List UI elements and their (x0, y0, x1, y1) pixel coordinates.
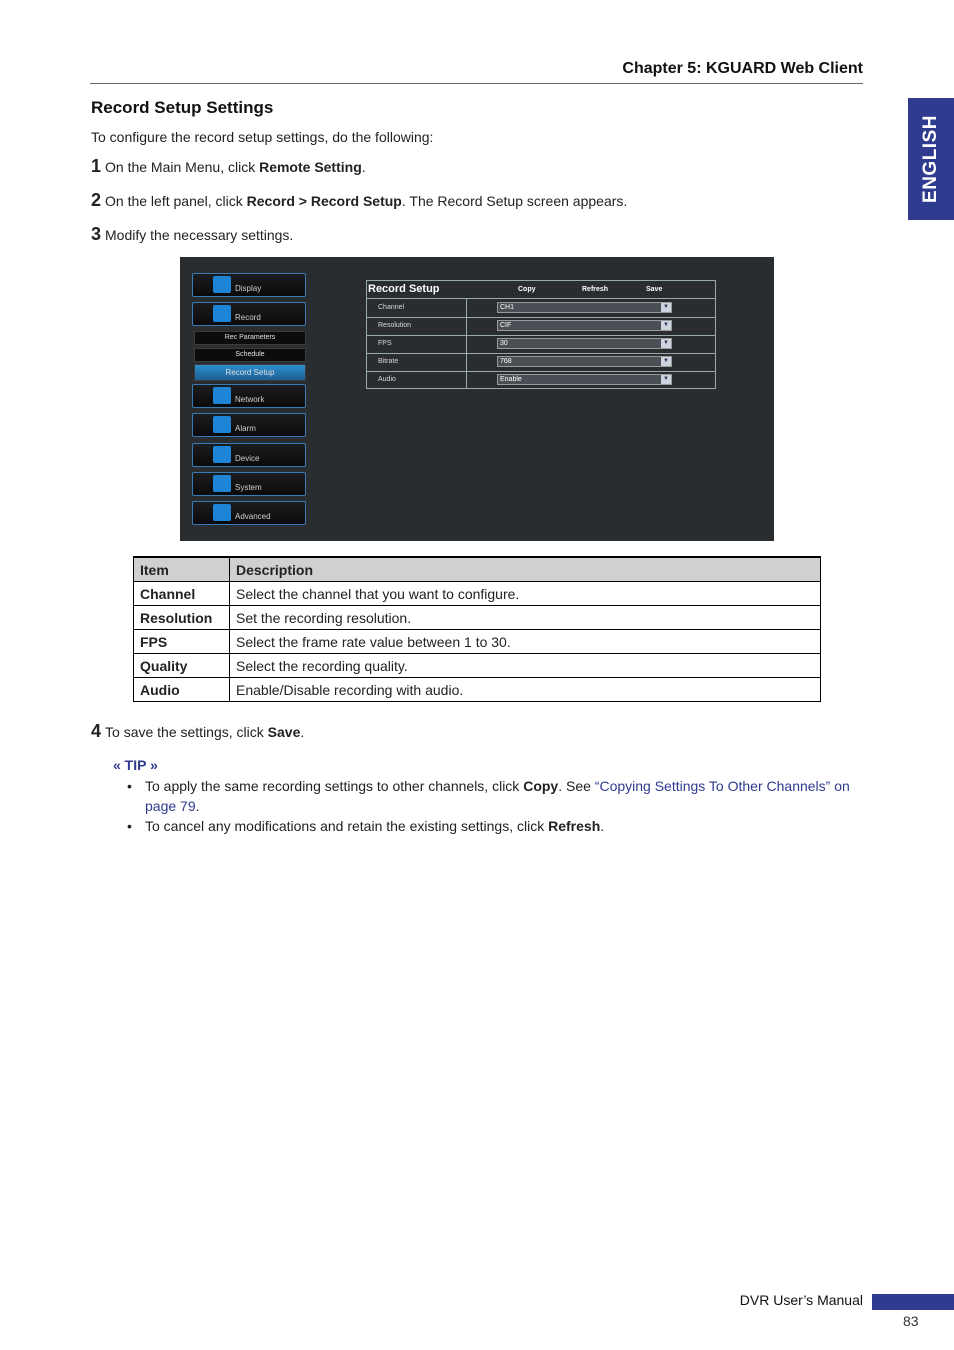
menu-label: Advanced (235, 512, 271, 521)
tip-text-end: . (600, 818, 605, 834)
table-row (134, 630, 821, 654)
step-text-end: . (361, 159, 366, 175)
tip-text: To cancel any modifications and retain the existing settings, click (145, 818, 549, 834)
step-2 (91, 190, 627, 211)
language-tab-label: ENGLISH (920, 115, 941, 203)
table-cell-item: FPS (134, 630, 230, 654)
bitrate-row (367, 353, 715, 372)
step-text-end: . The Record Setup screen appears. (401, 193, 628, 209)
tip-text: To apply the same recording settings to other channels, click (145, 778, 524, 794)
table-header-row (134, 557, 821, 582)
table-row (134, 582, 821, 606)
settings-table (133, 556, 821, 702)
menu-alarm-button[interactable] (192, 413, 306, 437)
menu-advanced-button[interactable] (192, 501, 306, 525)
field-label: FPS (378, 340, 392, 347)
chevron-down-icon[interactable]: ▼ (661, 303, 671, 312)
step-text: On the left panel, click (105, 193, 247, 209)
table-row (134, 606, 821, 630)
step-bold: Save (267, 724, 301, 740)
chevron-down-icon[interactable]: ▼ (661, 375, 671, 384)
tip-list (127, 776, 857, 836)
footer-accent-bar (872, 1294, 954, 1310)
step-number: 4 (91, 721, 102, 741)
menu-label: Network (235, 395, 265, 404)
column-header-item: Item (134, 557, 230, 582)
select-value: CIF (500, 322, 512, 329)
field-label: Audio (378, 376, 396, 383)
select-value: Enable (500, 376, 522, 383)
field-label: Resolution (378, 322, 412, 329)
step-number: 3 (91, 224, 102, 244)
alarm-icon (213, 416, 231, 433)
channel-select[interactable] (497, 302, 672, 313)
step-bold: Record > Record Setup (246, 193, 402, 209)
footer-manual-title: DVR User’s Manual (739, 1292, 863, 1308)
field-label: Channel (378, 304, 405, 311)
step-number: 2 (91, 190, 102, 210)
menu-label: System (235, 483, 262, 492)
section-title: Record Setup Settings (91, 98, 274, 117)
table-cell-item: Resolution (134, 606, 230, 630)
select-value: CH1 (500, 304, 515, 311)
table-cell-description: Enable/Disable recording with audio. (230, 678, 821, 702)
step-text-end: . (300, 724, 305, 740)
tip-text-mid: . See (558, 778, 595, 794)
device-icon (213, 446, 231, 463)
table-cell-description: Select the frame rate value between 1 to 30. (230, 630, 821, 654)
menu-network-button[interactable] (192, 384, 306, 408)
select-value: 30 (500, 340, 508, 347)
table-row (134, 678, 821, 702)
menu-device-button[interactable] (192, 443, 306, 467)
menu-label: Device (235, 454, 260, 463)
chapter-title: Chapter 5: KGUARD Web Client (622, 60, 863, 77)
tip-bold: Refresh (548, 818, 601, 834)
step-1 (91, 156, 366, 177)
save-button[interactable]: Save (646, 286, 663, 293)
tip-bold: Copy (523, 778, 559, 794)
language-tab (908, 98, 954, 220)
menu-label: Record (235, 313, 261, 322)
chevron-down-icon[interactable]: ▼ (661, 339, 671, 348)
menu-label: Alarm (235, 424, 256, 433)
table-cell-description: Set the recording resolution. (230, 606, 821, 630)
record-icon (213, 305, 231, 322)
submenu-rec-parameters[interactable]: Rec Parameters (194, 331, 306, 345)
select-value: 768 (500, 358, 512, 365)
tip-text-end: . (195, 798, 200, 814)
table-cell-description: Select the recording quality. (230, 654, 821, 678)
gear-icon (213, 475, 231, 492)
submenu-schedule[interactable]: Schedule (194, 348, 306, 362)
step-3 (91, 224, 293, 245)
step-text: On the Main Menu, click (105, 159, 260, 175)
step-text: Modify the necessary settings. (105, 227, 294, 243)
wrench-icon (213, 504, 231, 521)
resolution-row (367, 317, 715, 336)
menu-display-button[interactable] (192, 273, 306, 297)
copy-button[interactable]: Copy (518, 286, 536, 293)
table-cell-item: Audio (134, 678, 230, 702)
menu-label: Display (235, 284, 262, 293)
field-label: Bitrate (378, 358, 399, 365)
network-icon (213, 387, 231, 404)
record-setup-title: Record Setup (368, 283, 440, 295)
fps-select[interactable] (497, 338, 672, 349)
table-row (134, 654, 821, 678)
refresh-button[interactable]: Refresh (582, 286, 609, 293)
record-setup-panel (366, 280, 716, 389)
submenu-record-setup[interactable]: Record Setup (194, 364, 306, 381)
tip-item (127, 816, 857, 836)
header-divider (90, 83, 863, 84)
column-header-description: Description (230, 557, 821, 582)
audio-select[interactable] (497, 374, 672, 385)
channel-row (367, 299, 715, 318)
tip-label: « TIP » (113, 757, 158, 773)
menu-record-button[interactable] (192, 302, 306, 326)
record-setup-header (367, 281, 715, 299)
chevron-down-icon[interactable]: ▼ (661, 321, 671, 330)
bitrate-select[interactable] (497, 356, 672, 367)
monitor-icon (213, 276, 231, 293)
step-text: To save the settings, click (105, 724, 268, 740)
cross-reference-link[interactable]: “Copying Settings To Other Channels” on page 79 (145, 778, 850, 814)
table-cell-item: Channel (134, 582, 230, 606)
table-cell-item: Quality (134, 654, 230, 678)
record-setup-screenshot (180, 257, 774, 541)
step-number: 1 (91, 156, 102, 176)
step-4 (91, 721, 304, 742)
bullet-icon: • (127, 818, 132, 834)
fps-row (367, 335, 715, 354)
step-bold: Remote Setting (259, 159, 362, 175)
tip-item (127, 776, 857, 816)
menu-system-button[interactable] (192, 472, 306, 496)
page-number: 83 (903, 1313, 919, 1329)
bullet-icon: • (127, 778, 132, 794)
resolution-select[interactable] (497, 320, 672, 331)
audio-row (367, 371, 715, 389)
chevron-down-icon[interactable]: ▼ (661, 357, 671, 366)
table-cell-description: Select the channel that you want to configure. (230, 582, 821, 606)
intro-text: To configure the record setup settings, do the following: (91, 129, 434, 145)
